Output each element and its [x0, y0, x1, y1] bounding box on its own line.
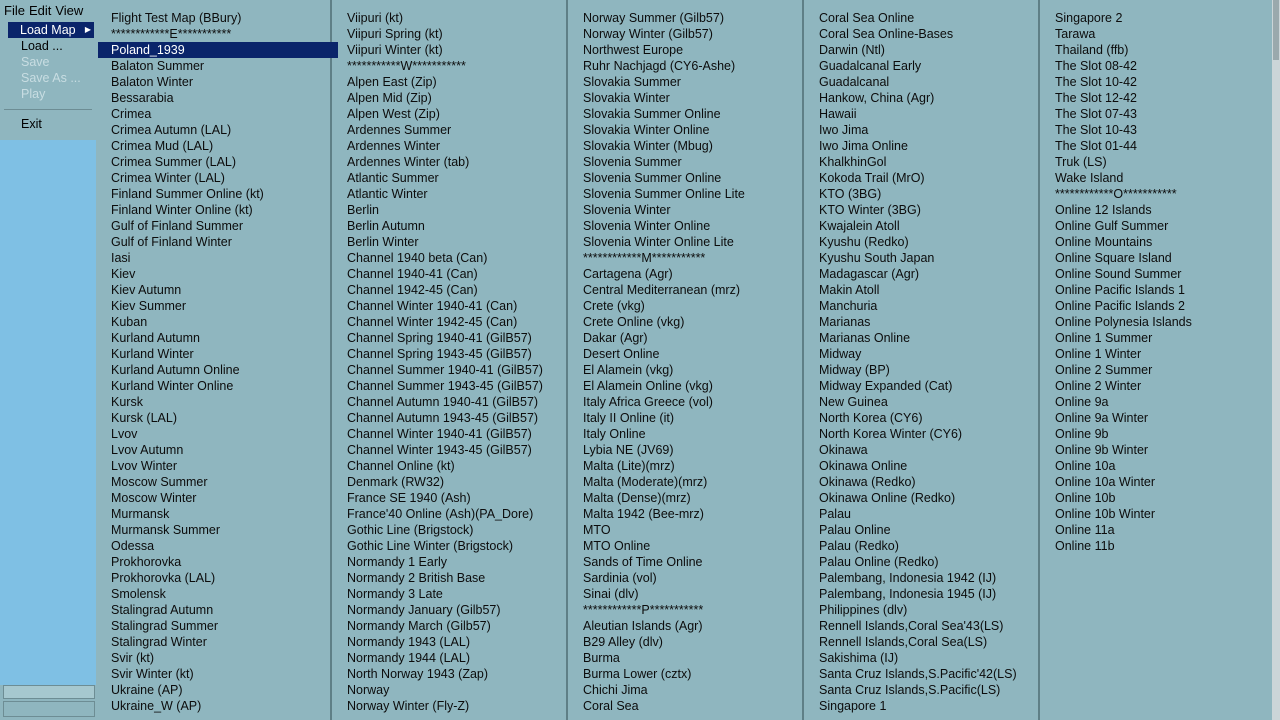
map-item[interactable]: Channel Winter 1943-45 (GilB57)	[347, 443, 532, 457]
map-item[interactable]: Viipuri Spring (kt)	[347, 27, 443, 41]
map-item[interactable]: Hankow, China (Agr)	[819, 91, 935, 105]
map-item[interactable]: Crimea Autumn (LAL)	[111, 123, 232, 137]
map-item[interactable]: Slovakia Summer Online	[583, 107, 721, 121]
map-item[interactable]: Aleutian Islands (Agr)	[583, 619, 703, 633]
map-item[interactable]: Palembang, Indonesia 1945 (IJ)	[819, 587, 997, 601]
map-item[interactable]: Channel Online (kt)	[347, 459, 455, 473]
background-pane	[0, 140, 96, 685]
map-item[interactable]: Ardennes Winter (tab)	[347, 155, 470, 169]
map-item[interactable]: Normandy 1943 (LAL)	[347, 635, 470, 649]
map-item[interactable]: North Norway 1943 (Zap)	[347, 667, 489, 681]
map-item[interactable]: Palembang, Indonesia 1942 (IJ)	[819, 571, 997, 585]
file-menu-dropdown	[0, 20, 97, 141]
map-item[interactable]: Ruhr Nachjagd (CY6-Ashe)	[583, 59, 736, 73]
map-item[interactable]: Chichi Jima	[583, 683, 648, 697]
map-column	[96, 0, 332, 720]
map-item[interactable]: Sands of Time Online	[583, 555, 703, 569]
map-item[interactable]: Slovenia Summer Online Lite	[583, 187, 745, 201]
map-item[interactable]: Slovakia Winter (Mbug)	[583, 139, 713, 153]
map-item[interactable]: MTO Online	[583, 539, 651, 553]
map-section-separator: ************E***********	[111, 27, 232, 41]
map-item[interactable]: Malta (Moderate)(mrz)	[583, 475, 708, 489]
map-item[interactable]: Online 10a	[1055, 459, 1116, 473]
map-item[interactable]: Crimea Summer (LAL)	[111, 155, 237, 169]
map-item[interactable]: Stalingrad Autumn	[111, 603, 214, 617]
map-column	[332, 0, 568, 720]
map-item[interactable]: Midway	[819, 347, 862, 361]
map-item[interactable]: Atlantic Summer	[347, 171, 439, 185]
map-item[interactable]: Kyushu (Redko)	[819, 235, 909, 249]
menu-item-exit[interactable]: Exit	[21, 117, 42, 131]
map-item[interactable]: Online 2 Summer	[1055, 363, 1153, 377]
map-item[interactable]: Slovenia Winter Online Lite	[583, 235, 734, 249]
map-item[interactable]: Norway	[347, 683, 390, 697]
map-item[interactable]: Norway Summer (Gilb57)	[583, 11, 725, 25]
map-item[interactable]: Kurland Autumn Online	[111, 363, 240, 377]
map-item[interactable]: Kursk (LAL)	[111, 411, 177, 425]
map-item[interactable]: Gothic Line (Brigstock)	[347, 523, 474, 537]
map-item[interactable]: B29 Alley (dlv)	[583, 635, 663, 649]
map-item[interactable]: Desert Online	[583, 347, 660, 361]
map-section-separator: ************M***********	[583, 251, 706, 265]
map-item[interactable]: Lvov	[111, 427, 138, 441]
map-item[interactable]: Alpen East (Zip)	[347, 75, 437, 89]
map-item[interactable]: Finland Summer Online (kt)	[111, 187, 264, 201]
map-item[interactable]: Crimea	[111, 107, 152, 121]
map-item[interactable]: Channel Winter 1940-41 (Can)	[347, 299, 518, 313]
map-item[interactable]: KhalkhinGol	[819, 155, 887, 169]
map-item[interactable]: Okinawa Online (Redko)	[819, 491, 956, 505]
map-item[interactable]: Slovenia Summer	[583, 155, 682, 169]
map-item[interactable]: Channel 1942-45 (Can)	[347, 283, 478, 297]
map-item[interactable]: Kurland Autumn	[111, 331, 200, 345]
map-item[interactable]: The Slot 01-44	[1055, 139, 1137, 153]
map-item[interactable]: Crete (vkg)	[583, 299, 645, 313]
map-item[interactable]: Dakar (Agr)	[583, 331, 648, 345]
map-item[interactable]: Stalingrad Summer	[111, 619, 218, 633]
map-item[interactable]: Online 9a	[1055, 395, 1109, 409]
map-item[interactable]: Channel Spring 1940-41 (GilB57)	[347, 331, 532, 345]
map-item[interactable]: Coral Sea Online-Bases	[819, 27, 954, 41]
menu-item-label: Load Map	[20, 23, 76, 37]
map-item[interactable]: Balaton Summer	[111, 59, 205, 73]
map-submenu	[96, 0, 1272, 720]
map-item[interactable]: Viipuri Winter (kt)	[347, 43, 443, 57]
map-item[interactable]: Online Polynesia Islands	[1055, 315, 1192, 329]
map-item[interactable]: Kurland Winter Online	[111, 379, 234, 393]
map-column	[568, 0, 804, 720]
menu-item-play: Play	[21, 87, 46, 101]
map-item[interactable]: Denmark (RW32)	[347, 475, 445, 489]
map-item[interactable]: Marianas	[819, 315, 871, 329]
map-item[interactable]: Ukraine_W (AP)	[111, 699, 202, 713]
map-item[interactable]: Normandy 1944 (LAL)	[347, 651, 470, 665]
map-item[interactable]: Svir Winter (kt)	[111, 667, 194, 681]
map-item[interactable]: Okinawa Online	[819, 459, 908, 473]
map-item[interactable]: Malta 1942 (Bee-mrz)	[583, 507, 704, 521]
map-item[interactable]: Slovenia Winter	[583, 203, 671, 217]
map-item[interactable]: Philippines (dlv)	[819, 603, 908, 617]
map-item[interactable]: Online 1 Winter	[1055, 347, 1142, 361]
map-item[interactable]: Midway Expanded (Cat)	[819, 379, 953, 393]
map-item[interactable]: Normandy 1 Early	[347, 555, 448, 569]
map-item[interactable]: Santa Cruz Islands,S.Pacific'42(LS)	[819, 667, 1017, 681]
map-item[interactable]: Guadalcanal Early	[819, 59, 922, 73]
map-item[interactable]: Online Pacific Islands 2	[1055, 299, 1185, 313]
map-item[interactable]: Truk (LS)	[1055, 155, 1107, 169]
map-item[interactable]: Normandy January (Gilb57)	[347, 603, 501, 617]
map-item[interactable]: Midway (BP)	[819, 363, 890, 377]
map-item[interactable]: The Slot 08-42	[1055, 59, 1137, 73]
map-item[interactable]: Channel Autumn 1940-41 (GilB57)	[347, 395, 539, 409]
map-item[interactable]: Wake Island	[1055, 171, 1124, 185]
map-item[interactable]: Berlin	[347, 203, 379, 217]
map-item[interactable]: Palau Online	[819, 523, 891, 537]
map-item[interactable]: Channel Summer 1940-41 (GilB57)	[347, 363, 543, 377]
map-item[interactable]: Online Gulf Summer	[1055, 219, 1169, 233]
map-item[interactable]: Kursk	[111, 395, 143, 409]
map-item[interactable]: Coral Sea	[583, 699, 639, 713]
map-item[interactable]: Italy II Online (it)	[583, 411, 674, 425]
map-item[interactable]: Channel 1940 beta (Can)	[347, 251, 488, 265]
map-column	[804, 0, 1040, 720]
map-item[interactable]: Moscow Summer	[111, 475, 208, 489]
map-item[interactable]: Balaton Winter	[111, 75, 193, 89]
map-item[interactable]: Norway Winter (Fly-Z)	[347, 699, 470, 713]
menu-view[interactable]: View	[55, 2, 84, 18]
map-item[interactable]: Tarawa	[1055, 27, 1096, 41]
map-item[interactable]: Malta (Lite)(mrz)	[583, 459, 675, 473]
map-item[interactable]: Online 10a Winter	[1055, 475, 1156, 489]
map-item[interactable]: Kiev Summer	[111, 299, 187, 313]
map-item[interactable]: Italy Africa Greece (vol)	[583, 395, 713, 409]
map-item[interactable]: Murmansk	[111, 507, 170, 521]
map-item[interactable]: Stalingrad Winter	[111, 635, 207, 649]
map-item[interactable]: KTO Winter (3BG)	[819, 203, 921, 217]
map-item[interactable]: North Korea Winter (CY6)	[819, 427, 963, 441]
map-item[interactable]: Malta (Dense)(mrz)	[583, 491, 691, 505]
map-item[interactable]: North Korea (CY6)	[819, 411, 923, 425]
map-section-separator: ***********W***********	[347, 59, 466, 73]
map-item[interactable]: Online 9b	[1055, 427, 1109, 441]
map-item[interactable]: Palau (Redko)	[819, 539, 899, 553]
map-item[interactable]: Palau Online (Redko)	[819, 555, 939, 569]
map-item[interactable]: Slovakia Summer	[583, 75, 681, 89]
menu-separator	[4, 109, 92, 110]
map-item[interactable]: Online Mountains	[1055, 235, 1153, 249]
map-item[interactable]: Ardennes Summer	[347, 123, 452, 137]
map-item[interactable]: Thailand (ffb)	[1055, 43, 1129, 57]
map-item[interactable]: MTO	[583, 523, 611, 537]
vertical-scrollbar[interactable]	[1272, 0, 1280, 720]
status-area	[0, 685, 96, 720]
map-item[interactable]: Bessarabia	[111, 91, 174, 105]
map-item[interactable]: Online 10b Winter	[1055, 507, 1156, 521]
scrollbar-thumb[interactable]	[1273, 0, 1279, 60]
map-item[interactable]: Online Square Island	[1055, 251, 1172, 265]
map-item[interactable]: Norway Winter (Gilb57)	[583, 27, 713, 41]
map-item[interactable]: Poland_1939	[98, 42, 338, 58]
map-item[interactable]: Sakishima (IJ)	[819, 651, 899, 665]
map-item[interactable]: Alpen West (Zip)	[347, 107, 440, 121]
map-item[interactable]: Smolensk	[111, 587, 166, 601]
map-item[interactable]: Ukraine (AP)	[111, 683, 183, 697]
map-item[interactable]: Online Pacific Islands 1	[1055, 283, 1185, 297]
submenu-arrow-icon: ▶	[84, 25, 91, 34]
map-item[interactable]: Kiev Autumn	[111, 283, 182, 297]
map-item[interactable]: Svir (kt)	[111, 651, 155, 665]
map-item[interactable]: Gulf of Finland Winter	[111, 235, 232, 249]
menu-file[interactable]: File	[4, 2, 25, 18]
map-item[interactable]: Iasi	[111, 251, 131, 265]
map-item[interactable]: Flight Test Map (BBury)	[111, 11, 242, 25]
map-section-separator: ************O***********	[1055, 187, 1177, 201]
map-item[interactable]: Coral Sea Online	[819, 11, 915, 25]
map-item[interactable]: Hawaii	[819, 107, 857, 121]
map-item[interactable]: Sardinia (vol)	[583, 571, 657, 585]
map-section-separator: ************P***********	[583, 603, 704, 617]
horizontal-scrollbar[interactable]	[3, 685, 95, 699]
map-item[interactable]: Online 9a Winter	[1055, 411, 1149, 425]
map-item[interactable]: Singapore 2	[1055, 11, 1123, 25]
map-item[interactable]: Crete Online (vkg)	[583, 315, 685, 329]
map-item[interactable]: Normandy 2 British Base	[347, 571, 486, 585]
map-item[interactable]: Online 11a	[1055, 523, 1115, 537]
map-item[interactable]: Kyushu South Japan	[819, 251, 935, 265]
map-item[interactable]: Singapore 1	[819, 699, 887, 713]
map-item[interactable]: Kiev	[111, 267, 136, 281]
menu-edit[interactable]: Edit	[28, 2, 52, 18]
status-bar	[3, 701, 95, 717]
map-item[interactable]: Burma	[583, 651, 620, 665]
map-item[interactable]: KTO (3BG)	[819, 187, 882, 201]
map-item[interactable]: Alpen Mid (Zip)	[347, 91, 432, 105]
map-item[interactable]: Guadalcanal	[819, 75, 890, 89]
map-item[interactable]: Online 12 Islands	[1055, 203, 1152, 217]
map-item[interactable]: Makin Atoll	[819, 283, 880, 297]
map-item[interactable]: Berlin Winter	[347, 235, 419, 249]
map-item[interactable]: Moscow Winter	[111, 491, 197, 505]
map-item[interactable]: Italy Online	[583, 427, 646, 441]
map-item[interactable]: Online 10b	[1055, 491, 1116, 505]
map-item[interactable]: Crimea Winter (LAL)	[111, 171, 225, 185]
map-item[interactable]: Channel Summer 1943-45 (GilB57)	[347, 379, 543, 393]
map-item[interactable]: Lybia NE (JV69)	[583, 443, 674, 457]
map-item[interactable]: The Slot 10-42	[1055, 75, 1137, 89]
map-item[interactable]: Viipuri (kt)	[347, 11, 404, 25]
map-item[interactable]: El Alamein Online (vkg)	[583, 379, 713, 393]
map-item[interactable]: Okinawa (Redko)	[819, 475, 916, 489]
map-item[interactable]: Madagascar (Agr)	[819, 267, 920, 281]
map-item[interactable]: Slovakia Winter	[583, 91, 670, 105]
map-item[interactable]: Channel Winter 1942-45 (Can)	[347, 315, 518, 329]
map-item[interactable]: Gothic Line Winter (Brigstock)	[347, 539, 514, 553]
map-item[interactable]: France SE 1940 (Ash)	[347, 491, 471, 505]
map-item[interactable]: Channel Spring 1943-45 (GilB57)	[347, 347, 532, 361]
map-item[interactable]: The Slot 10-43	[1055, 123, 1137, 137]
menu-item-save: Save	[21, 55, 50, 69]
map-column	[1040, 0, 1272, 720]
map-item[interactable]: Berlin Autumn	[347, 219, 425, 233]
map-item[interactable]: Online 11b	[1055, 539, 1115, 553]
map-item[interactable]: Prokhorovka (LAL)	[111, 571, 216, 585]
map-item[interactable]: Online 9b Winter	[1055, 443, 1149, 457]
menu-item-load[interactable]: Load ...	[21, 39, 63, 53]
menu-item-load-map[interactable]	[8, 22, 94, 38]
map-item[interactable]: France'40 Online (Ash)(PA_Dore)	[347, 507, 534, 521]
map-item[interactable]: Central Mediterranean (mrz)	[583, 283, 740, 297]
map-item[interactable]: Channel Autumn 1943-45 (GilB57)	[347, 411, 539, 425]
map-item[interactable]: Atlantic Winter	[347, 187, 428, 201]
map-item[interactable]: Prokhorovka	[111, 555, 182, 569]
map-item[interactable]: Northwest Europe	[583, 43, 684, 57]
map-item[interactable]: Ardennes Winter	[347, 139, 441, 153]
map-item[interactable]: Okinawa	[819, 443, 868, 457]
map-item[interactable]: Rennell Islands,Coral Sea'43(LS)	[819, 619, 1004, 633]
map-item[interactable]: Slovenia Winter Online	[583, 219, 711, 233]
map-item[interactable]: Kokoda Trail (MrO)	[819, 171, 925, 185]
map-item[interactable]: Manchuria	[819, 299, 878, 313]
map-item[interactable]: Burma Lower (cztx)	[583, 667, 692, 681]
map-item[interactable]: Gulf of Finland Summer	[111, 219, 243, 233]
map-item[interactable]: Rennell Islands,Coral Sea(LS)	[819, 635, 988, 649]
map-item[interactable]: Channel Winter 1940-41 (GilB57)	[347, 427, 532, 441]
map-item[interactable]: Sinai (dlv)	[583, 587, 639, 601]
map-item[interactable]: Online 1 Summer	[1055, 331, 1153, 345]
map-item[interactable]: Darwin (Ntl)	[819, 43, 885, 57]
map-item[interactable]: Slovenia Summer Online	[583, 171, 722, 185]
map-item[interactable]: Lvov Winter	[111, 459, 177, 473]
map-item[interactable]: Palau	[819, 507, 851, 521]
map-item[interactable]: Iwo Jima Online	[819, 139, 908, 153]
map-item[interactable]: Lvov Autumn	[111, 443, 184, 457]
map-item[interactable]: Normandy March (Gilb57)	[347, 619, 491, 633]
map-item[interactable]: Online Sound Summer	[1055, 267, 1182, 281]
map-item[interactable]: Slovakia Winter Online	[583, 123, 710, 137]
map-item[interactable]: Odessa	[111, 539, 155, 553]
map-item[interactable]: Cartagena (Agr)	[583, 267, 673, 281]
map-item[interactable]: Kuban	[111, 315, 148, 329]
map-item[interactable]: Kurland Winter	[111, 347, 194, 361]
map-item[interactable]: Marianas Online	[819, 331, 911, 345]
map-item[interactable]: Kwajalein Atoll	[819, 219, 900, 233]
map-item[interactable]: New Guinea	[819, 395, 888, 409]
menu-bar	[0, 0, 100, 20]
map-item[interactable]: Channel 1940-41 (Can)	[347, 267, 478, 281]
map-item[interactable]: The Slot 12-42	[1055, 91, 1137, 105]
map-item[interactable]: Santa Cruz Islands,S.Pacific(LS)	[819, 683, 1001, 697]
map-item[interactable]: Finland Winter Online (kt)	[111, 203, 253, 217]
map-item[interactable]: Online 2 Winter	[1055, 379, 1142, 393]
map-item[interactable]: Crimea Mud (LAL)	[111, 139, 214, 153]
map-item[interactable]: El Alamein (vkg)	[583, 363, 674, 377]
map-item[interactable]: Iwo Jima	[819, 123, 869, 137]
map-item[interactable]: Murmansk Summer	[111, 523, 221, 537]
map-item[interactable]: The Slot 07-43	[1055, 107, 1137, 121]
map-item[interactable]: Normandy 3 Late	[347, 587, 443, 601]
menu-item-save-as: Save As ...	[21, 71, 81, 85]
